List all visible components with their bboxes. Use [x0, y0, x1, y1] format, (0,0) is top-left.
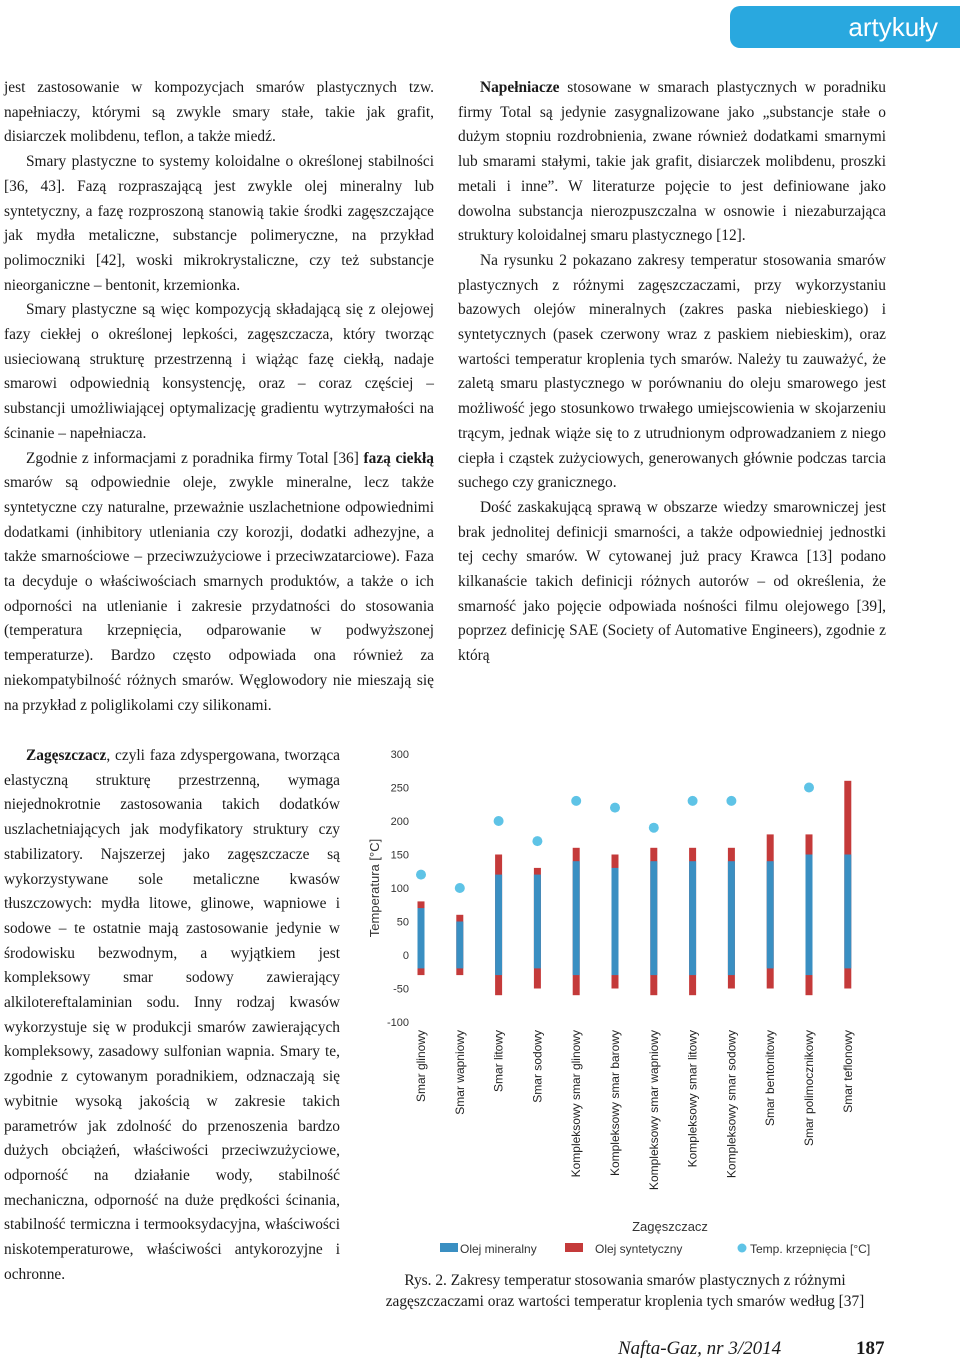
drop-point-marker	[532, 836, 542, 846]
temperature-range-chart	[360, 740, 900, 1265]
y-tick-label: 250	[390, 782, 409, 795]
drop-point-marker	[688, 796, 698, 806]
y-tick-label: 200	[390, 816, 409, 828]
bold-term: Napełniacze	[480, 79, 560, 96]
legend-swatch	[565, 1243, 583, 1252]
paragraph	[4, 447, 434, 719]
mineral-oil-bar	[650, 861, 657, 975]
paragraph: jest zastosowanie w kompozycjach smarów plastycznych tzw. napełniaczy, którymi są zwykle smary stałe, takie jak grafit, disiarczek molibdenu, teflon, a także miedź.	[4, 79, 434, 146]
text-run: stosowane w smarach plastycznych w poradniku firmy Total są jedynie zasygnalizowane jako „substancje stałe o dużym stopniu rozdrobnienia, zwane również dodatkami smarnymi lub smarami stałymi, takie jak grafit, disiarczek molibdenu, proszki metali i inne”. W literaturze pojęcie to jest definiowane jako dowolna substancja nierozpuszczalna w osnowie i niezaburzająca struktury koloidalnej smaru plastycznego [12].	[458, 79, 886, 245]
mineral-oil-bar	[612, 868, 619, 975]
text-run: Zgodnie z informacjami z poradnika firmy Total [36]	[26, 449, 364, 467]
y-tick-label: 150	[390, 849, 409, 862]
paragraph: Na rysunku 2 pokazano zakresy temperatur stosowania smarów plastycznych z różnymi zagęszczaczami, przy wykorzystaniu bazowych olejów mineralnych (zakres paska niebieskiego) i syntetycznych (pasek czerwony wraz z paskiem niebieskim), oraz wartości temperatur kroplenia tych smarów. Należy tu zauważyć, że zaletą smaru plastycznego w porównaniu do oleju smarowego jest możliwość jego stosunkowo trwałego umiejscowienia w skojarzeniu trącym, jednak wiąże się to z utrudnionym odprowadzaniem z niego ciepła i cząstek zużyciowych, generowanych głównie podczas tarcia suchego czy granicznego.	[458, 251, 886, 492]
legend-swatch	[440, 1243, 458, 1252]
drop-point-marker	[455, 883, 465, 893]
drop-point-marker	[610, 803, 620, 813]
y-tick-label: -100	[386, 1017, 409, 1029]
category-label: Kompleksowy smar glinowy	[569, 1030, 584, 1178]
mineral-oil-bar	[418, 908, 425, 968]
category-label: Smar teflonowy	[840, 1030, 855, 1113]
legend-label: Olej mineralny	[460, 1242, 537, 1256]
y-tick-label: 100	[390, 883, 409, 895]
figure-caption: Rys. 2. Zakresy temperatur stosowania smarów plastycznych z różnymi zagęszczaczami oraz wartości temperatur kroplenia tych smarów według [37]	[385, 1272, 865, 1310]
drop-point-marker	[416, 870, 426, 880]
text-run: smarów są odpowiednie oleje, zwykle mineralne, lecz także syntetyczne czy naturalne, przeważnie uszlachetnione odpowiednimi dodatkami (inhibitory utleniania czy korozji, dodatki adhezyjne, a także smarnościowe – przeciwzużyciowe i przeciwzatarciowe). Faza ta decyduje o właściwościach smarnych produktów, a także o ich odporności na utlenianie i zakresie przydatności do stosowania (temperatura krzepnięcia, odparowanie w podwyższonej temperaturze). Bardzo często odpowiada ona również za niekompatybilność różnych smarów. Węglowodory nie mieszają się na przykład z poliglikolami czy silikonami.	[4, 474, 434, 714]
mineral-oil-bar	[806, 855, 813, 976]
mineral-oil-bar	[767, 861, 774, 968]
page-number: 187	[856, 1338, 885, 1359]
y-tick-label: 0	[402, 950, 409, 962]
category-label: Kompleksowy smar sodowy	[724, 1030, 739, 1179]
legend-label: Olej syntetyczny	[595, 1242, 683, 1256]
category-label: Smar litowy	[491, 1030, 506, 1093]
y-axis-label: Temperatura [°C]	[367, 838, 382, 938]
mineral-oil-bar	[689, 861, 696, 975]
x-axis-label: Zagęszczacz	[632, 1219, 708, 1234]
category-label: Kompleksowy smar barowy	[608, 1030, 622, 1177]
category-label: Smar polimocznikowy	[802, 1030, 816, 1147]
left-column	[4, 76, 434, 718]
category-label: Smar bentonitowy	[763, 1030, 778, 1127]
drop-point-marker	[494, 816, 504, 826]
paragraph	[458, 76, 886, 249]
paragraph: Dość zaskakującą sprawą w obszarze wiedzy smarowniczej jest brak jednolitej definicji smarności, a także odpowiedniej jednostki tej cechy smarów. W cytowanej już pracy Krawca [13] podano kilkanaście takich definicji różnych autorów – od określenia, że smarność jako pojęcie odpowiada nośności filmu olejowego [39], poprzez definicję SAE (Society of Automative Engineers), zgodnie z którą	[458, 498, 886, 665]
mineral-oil-bar	[456, 922, 463, 969]
category-label: Kompleksowy smar wapniowy	[646, 1030, 661, 1191]
paragraph	[4, 744, 340, 1287]
drop-point-marker	[804, 783, 814, 793]
drop-point-marker	[571, 796, 581, 806]
bold-term: Zagęszczacz	[26, 747, 107, 764]
legend-label: Temp. krzepnięcia [°C]	[750, 1242, 871, 1256]
category-label: Smar sodowy	[530, 1030, 545, 1103]
text-run: , czyli faza zdyspergowana, tworząca elastyczną strukturę przestrzenną, wymaga niejednokrotnie zastosowania takich dodatków uszlachetniających jak modyfikatory struktury czy stabilizatory. Najszerzej jako zagęszczacze są wykorzystywane sole metaliczne kwasów tłuszczowych: mydła litowe, glinowe, wapniowe i sodowe – te ostatnie mają zastosowanie jedynie w środowisku bezwodnym, a wyjątkiem jest kompleksowy smar sodowy zawierający alkilotereftalaminian sodu. Inny rodzaj kwasów wykorzystuje się w produkcji smarów zawierających kompleksowy, zasadowy sulfonian wapnia. Smary te, zgodnie z cytowanym poradnikiem, odznaczają się wybitnie wysoką jakością w zakresie takich parametrów jak zdolność do przenoszenia bardzo dużych obciążeń, właściwości przeciwzużyciowe, odporność na działanie wody, stabilność mechaniczna, odporność na duże prędkości ścinania, stabilność termiczna i termooksydacyjna, właściwości niskotemperaturowe, właściwości antykorozyjne i ochronne.	[4, 747, 340, 1283]
legend-swatch	[738, 1244, 747, 1253]
category-label: Smar wapniowy	[452, 1030, 467, 1115]
drop-point-marker	[726, 796, 736, 806]
right-column	[458, 76, 886, 669]
paragraph: Smary plastyczne są więc kompozycją składającą się z olejowej fazy ciekłej o określonej lepkości, zagęszczacza, który tworząc usieciowaną strukturę przestrzenną i wiążąc fazę ciekłą, nadaje smarowi odpowiednią konsystencję, oraz – coraz częściej – substancji umożliwiającej optymalizację gradientu wytrzymałości na ścinanie – napełniacza.	[4, 301, 434, 442]
category-label: Smar glinowy	[414, 1030, 428, 1103]
mineral-oil-bar	[573, 861, 580, 975]
left-column-narrow	[4, 744, 340, 1287]
mineral-oil-bar	[728, 861, 735, 975]
mineral-oil-bar	[844, 855, 851, 969]
section-badge: artykuły	[730, 6, 960, 48]
mineral-oil-bar	[495, 875, 502, 976]
paragraph: Smary plastyczne to systemy koloidalne o określonej stabilności [36, 43]. Fazą rozpraszającą jest zwykle olej mineralny lub syntetyczny, a fazę rozproszoną stanowią takie środki zagęszczające jak mydła metaliczne, substancje polimeryczne, na przykład polimoczniki [42], woski mikrokrystaliczne, czy też substancje nieorganiczne – bentonit, krzemionka.	[4, 153, 434, 294]
drop-point-marker	[649, 823, 659, 833]
category-label: Kompleksowy smar litowy	[685, 1030, 700, 1168]
mineral-oil-bar	[534, 875, 541, 969]
journal-name: Nafta-Gaz, nr 3/2014	[618, 1338, 782, 1359]
y-tick-label: 50	[396, 916, 409, 929]
y-tick-label: 300	[390, 749, 409, 761]
y-tick-label: -50	[393, 983, 409, 996]
bold-term: fazą ciekłą	[363, 449, 434, 467]
